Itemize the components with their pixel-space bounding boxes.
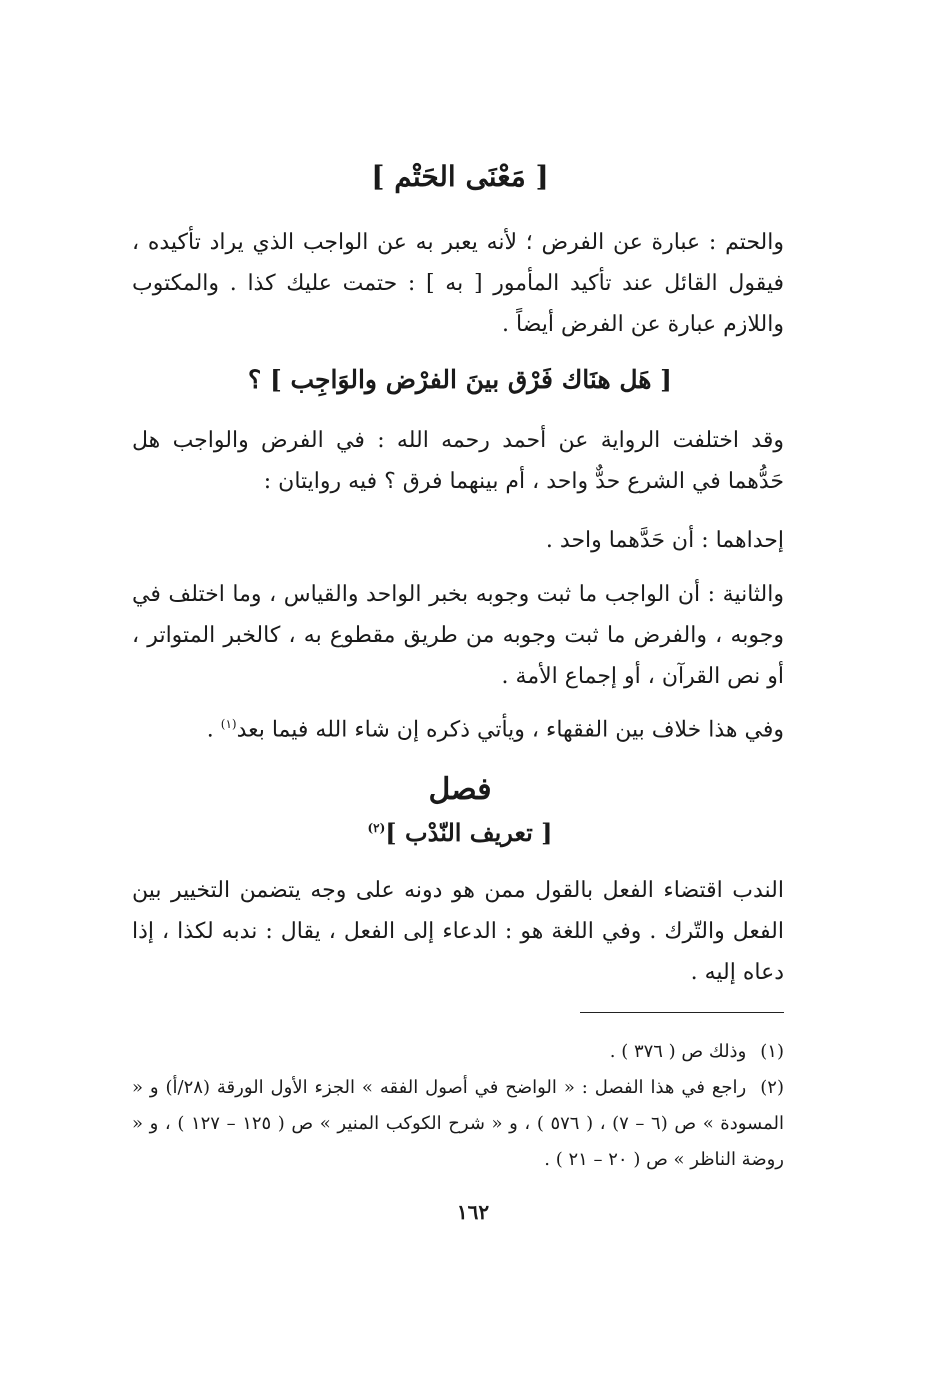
footnote-1-number: (١): [760, 1041, 784, 1062]
section-heading-nadb-text: [ تعريف النّدْب ]: [385, 818, 553, 847]
footnote-2-number: (٢): [760, 1077, 784, 1098]
paragraph-jurists-dispute: [132, 704, 784, 750]
paragraph-jurists-dispute-text: وفي هذا خلاف بين الفقهاء ، ويأتي ذكره إن شاء الله فيما بعد: [236, 717, 784, 743]
paragraph-jurists-dispute-end: .: [206, 717, 221, 743]
paragraph-hatm-definition: والحتم : عبارة عن الفرض ؛ لأنه يعبر به عن الواجب الذي يراد تأكيده ، فيقول القائل عند تأكيد المأمور [ به ] : حتمت عليك كذا . والمكتوب واللازم عبارة عن الفرض أيضاً .: [132, 230, 784, 337]
footnote-1-text: وذلك ص ( ٣٧٦ ) .: [609, 1041, 747, 1062]
footnote-2-text: راجع في هذا الفصل : « الواضح في أصول الفقه » الجزء الأول الورقة (٢٨/أ) و « المسودة » ص (٦ – ٧) ، ( ٥٧٦ ) ، و « شرح الكوكب المنير » ص ( ١٢٥ – ١٢٧ ) ، و « روضة الناظر » ص ( ٢٠ – ٢١ ) .: [132, 1077, 785, 1170]
section-heading-meaning-of-hatm: [ مَعْنَى الحَتْم ]: [371, 160, 549, 193]
chapter-heading-fasl: فصل: [428, 772, 492, 807]
footnote-1: [132, 1034, 784, 1070]
paragraph-first-narration: إحداهما : أن حَدَّهما واحد .: [545, 528, 784, 553]
section-heading-fard-wajib-difference: [ هَل هنَاك فَرْق بينَ الفرْض والوَاجِب ] ؟: [247, 365, 673, 394]
footnote-2: [132, 1070, 784, 1178]
paragraph-second-narration: والثانية : أن الواجب ما ثبت وجوبه بخبر الواحد والقياس ، وما اختلف في وجوبه ، والفرض ما ثبت وجوبه من طريق مقطوع به ، كالخبر المتواتر ، أو نص القرآن ، أو إجماع الأمة .: [132, 582, 784, 689]
footnote-ref-2: (٢): [367, 821, 386, 835]
page-number: ١٦٢: [456, 1200, 490, 1224]
section-heading-nadb-definition: [130, 818, 790, 847]
paragraph-narration-difference: وقد اختلفت الرواية عن أحمد رحمه الله : في الفرض والواجب هل حَدُّهما في الشرع حدٌّ واحد ، أم بينهما فرق ؟ فيه روايتان :: [132, 428, 784, 494]
footnote-ref-1: (١): [220, 717, 237, 731]
paragraph-nadb-definition: الندب اقتضاء الفعل بالقول ممن هو دونه على وجه يتضمن التخيير بين الفعل والتّرك . وفي اللغة هو : الدعاء إلى الفعل ، يقال : ندبه لكذا ، إذا دعاه إليه .: [132, 878, 784, 985]
footnote-separator: [580, 1012, 784, 1013]
